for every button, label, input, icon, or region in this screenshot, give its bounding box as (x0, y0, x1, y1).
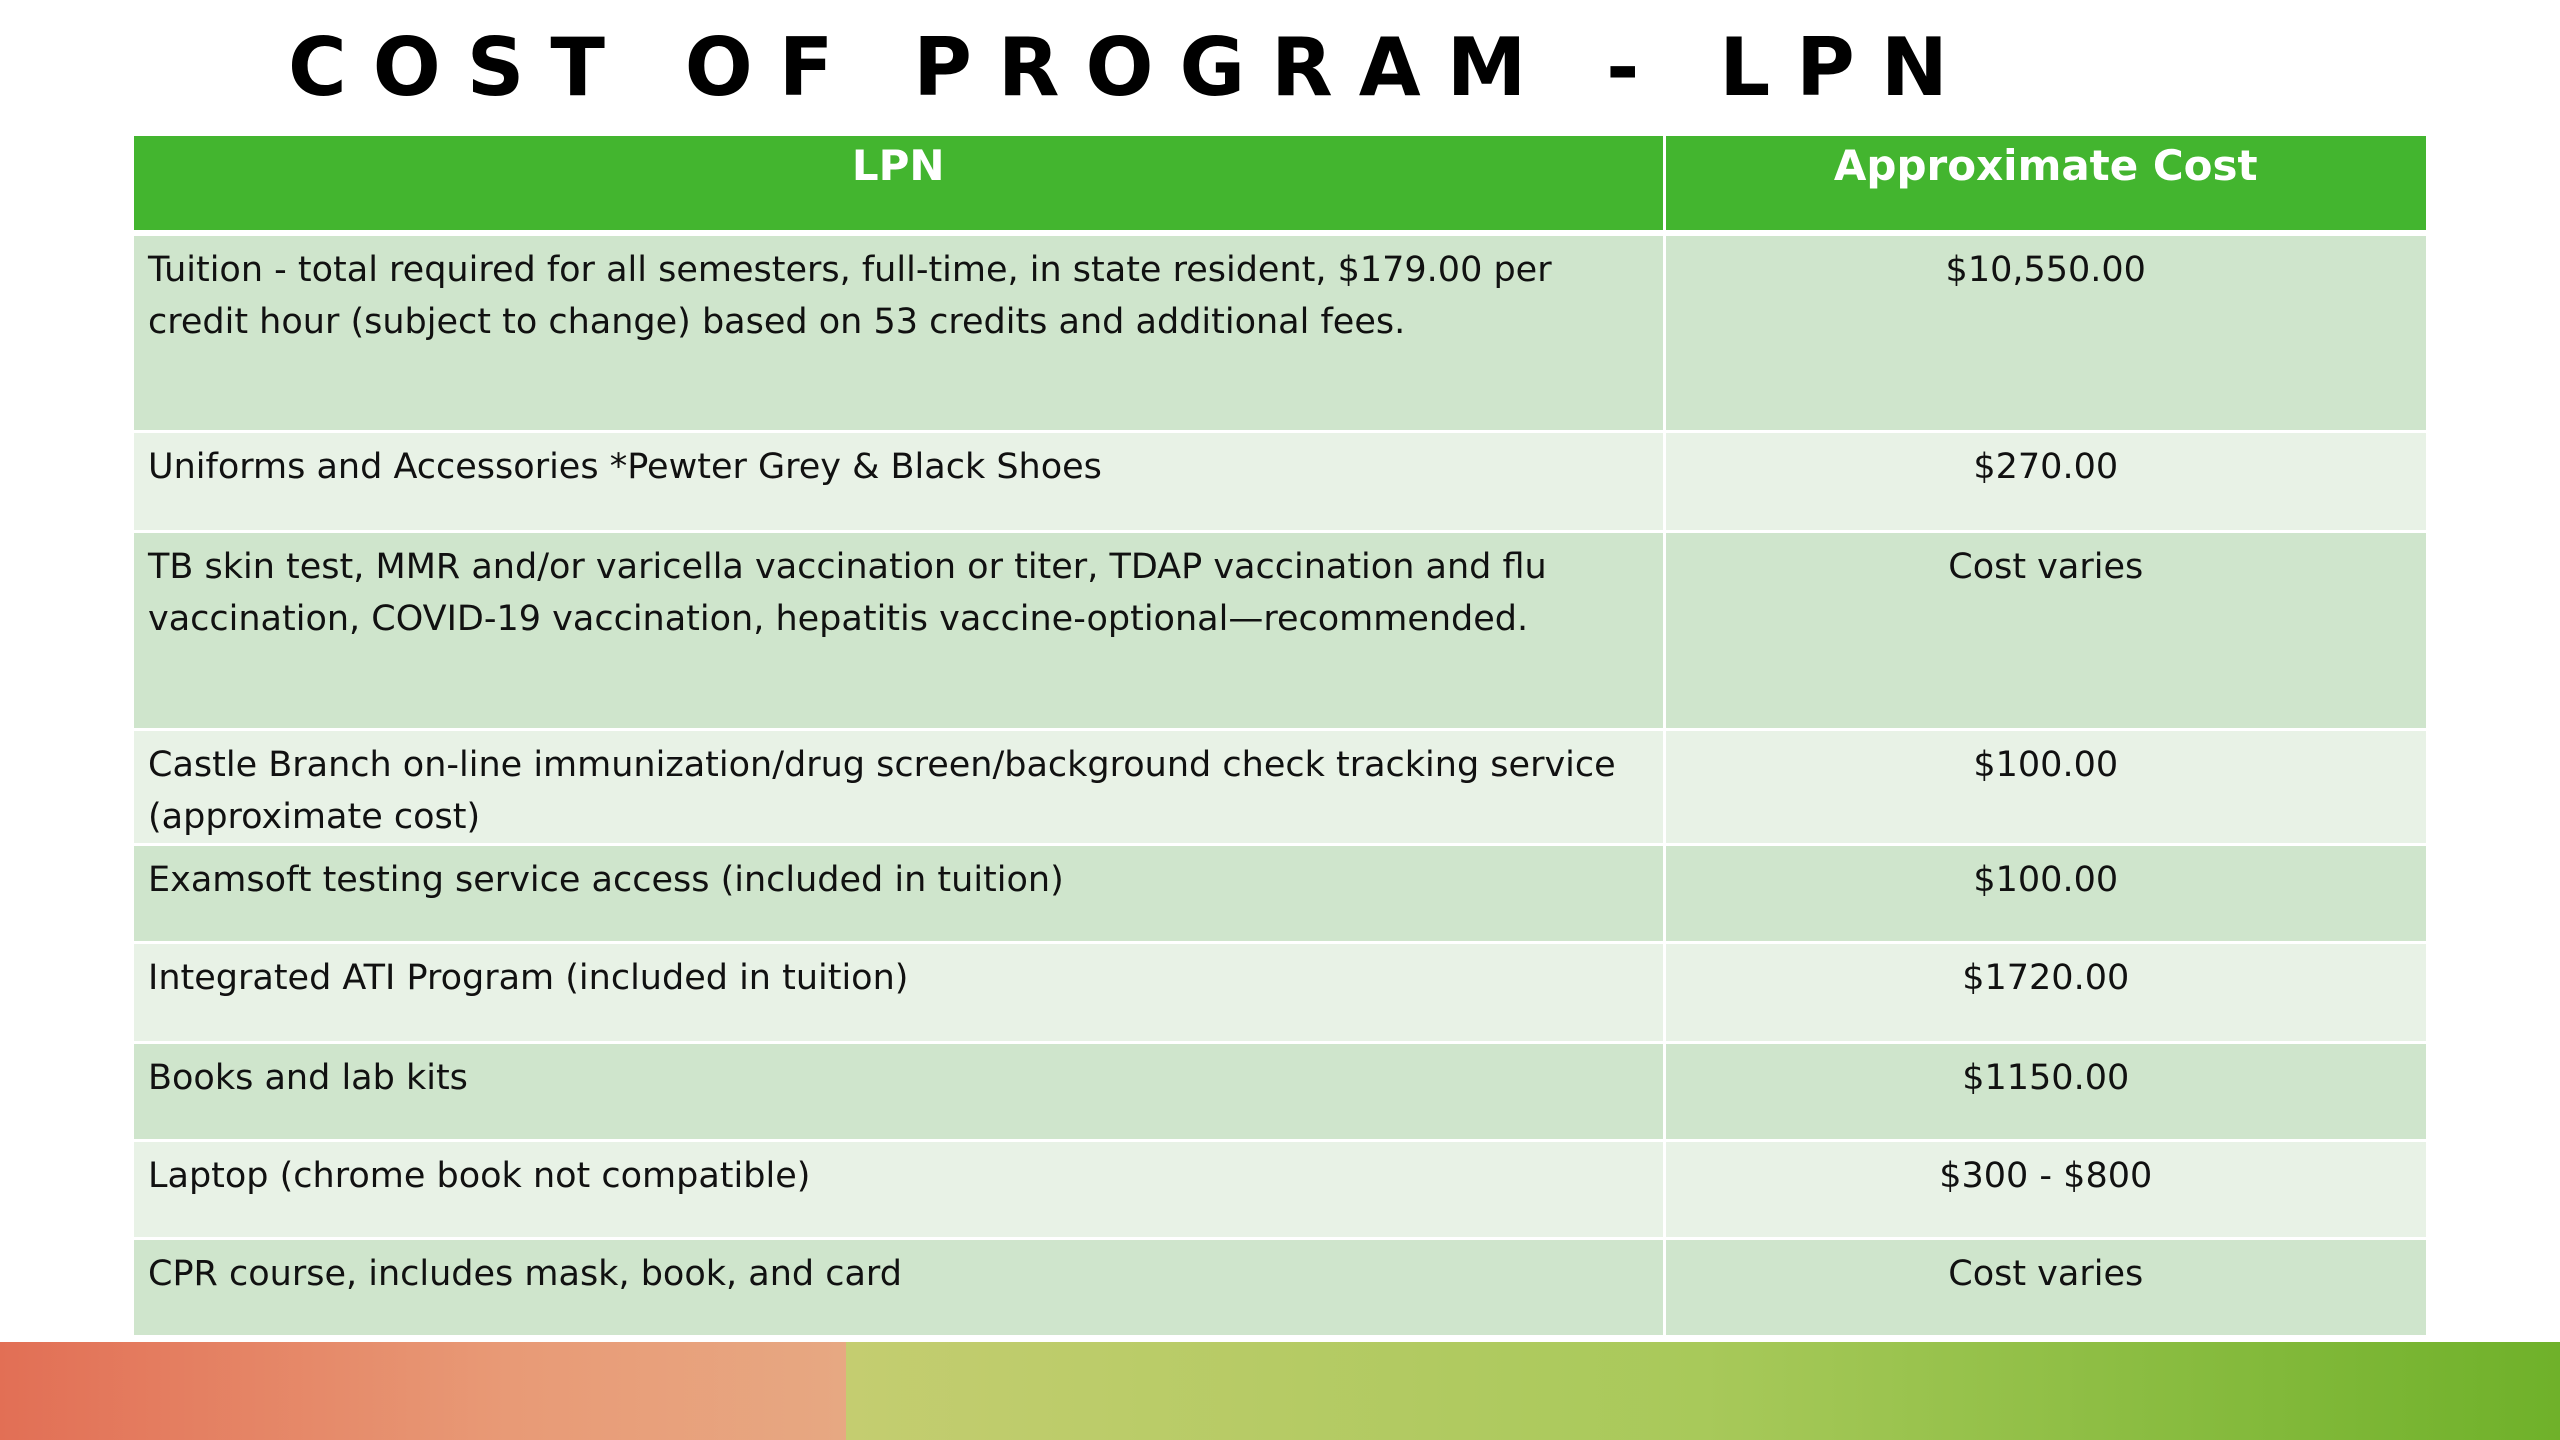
row-cost: $100.00 (1664, 729, 2426, 844)
footer-green-segment (846, 1342, 2560, 1440)
table-row (134, 1042, 2426, 1140)
row-item: Books and lab kits (134, 1042, 1664, 1140)
table-row (134, 233, 2426, 431)
table-row (134, 531, 2426, 729)
row-item: Uniforms and Accessories *Pewter Grey & Black Shoes (134, 431, 1664, 531)
row-item: Integrated ATI Program (included in tuition) (134, 942, 1664, 1042)
row-item: Examsoft testing service access (included in tuition) (134, 844, 1664, 942)
row-cost: $270.00 (1664, 431, 2426, 531)
row-item: Laptop (chrome book not compatible) (134, 1140, 1664, 1238)
row-item: TB skin test, MMR and/or varicella vaccination or titer, TDAP vaccination and flu vaccination, COVID-19 vaccination, hepatitis vaccine-optional—recommended. (134, 531, 1664, 729)
footer-coral-segment (0, 1342, 846, 1440)
table-row (134, 431, 2426, 531)
row-item: CPR course, includes mask, book, and card (134, 1238, 1664, 1336)
header-cost: Approximate Cost (1664, 136, 2426, 233)
slide-title: COST OF PROGRAM - LPN (288, 21, 1974, 114)
row-cost: $10,550.00 (1664, 233, 2426, 431)
row-cost: $1150.00 (1664, 1042, 2426, 1140)
cost-table (134, 136, 2426, 1338)
row-cost: $1720.00 (1664, 942, 2426, 1042)
table-row (134, 729, 2426, 844)
footer-color-bar (0, 1342, 2560, 1440)
table-header-row (134, 136, 2426, 233)
row-cost: $100.00 (1664, 844, 2426, 942)
row-cost: Cost varies (1664, 1238, 2426, 1336)
row-item: Castle Branch on-line immunization/drug screen/background check tracking service (approximate cost) (134, 729, 1664, 844)
table-row (134, 1238, 2426, 1336)
table-row (134, 942, 2426, 1042)
header-item: LPN (134, 136, 1664, 233)
row-item: Tuition - total required for all semesters, full-time, in state resident, $179.00 per credit hour (subject to change) based on 53 credits and additional fees. (134, 233, 1664, 431)
table-row (134, 1140, 2426, 1238)
row-cost: $300 - $800 (1664, 1140, 2426, 1238)
table-row (134, 844, 2426, 942)
row-cost: Cost varies (1664, 531, 2426, 729)
